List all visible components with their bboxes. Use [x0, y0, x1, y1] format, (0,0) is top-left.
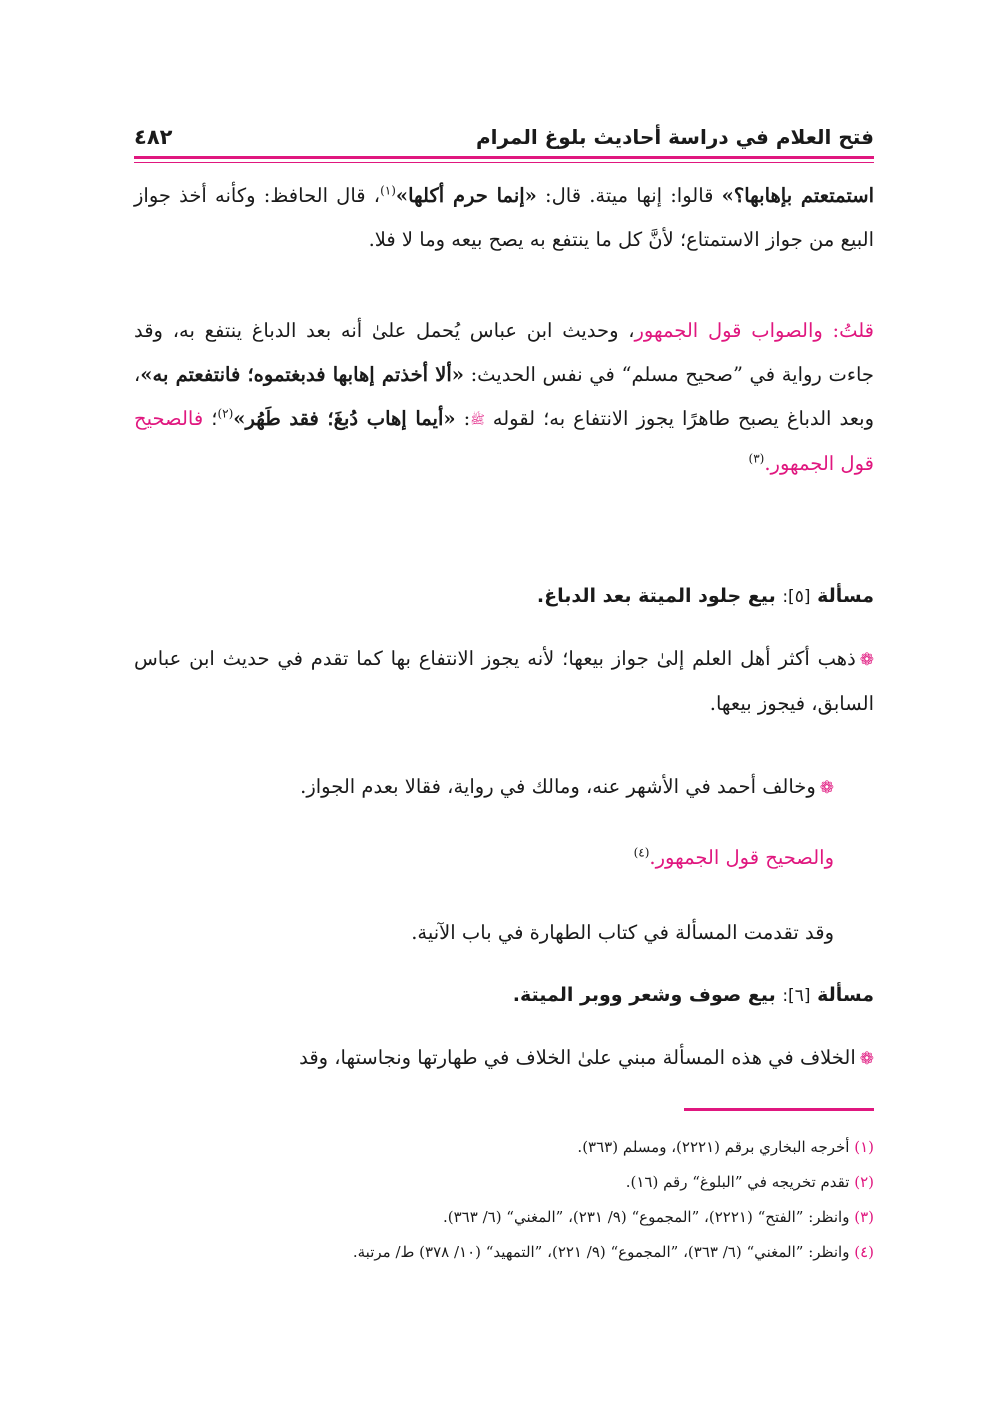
bullet-text: وخالف أحمد في الأشهر عنه، ومالك في رواية، فقالا بعدم الجواز.	[300, 775, 816, 798]
issue-6-heading	[134, 973, 874, 1018]
note-text: وقد تقدمت المسألة في كتاب الطهارة في باب الآنية.	[411, 921, 834, 944]
issue-title: بيع صوف وشعر ووبر الميتة.	[512, 984, 776, 1006]
author-opinion: قلتُ: والصواب قول الجمهور	[634, 319, 874, 342]
text-segment: ، وحديث ابن عباس يُحمل علىٰ أنه بعد الدباغ ينتفع به، وقد جاءت رواية في ”صحيح مسلم“ في نفس الحديث:	[134, 319, 874, 386]
footnote-number: (٣)	[854, 1208, 874, 1226]
page-header	[134, 118, 874, 156]
footnote-number: (١)	[854, 1138, 874, 1156]
author-conclusion: فالصحيح قول الجمهور.	[134, 407, 874, 475]
flower-bullet-icon: ❁	[819, 778, 834, 798]
footnote-ref-1[interactable]: (١)	[380, 183, 396, 198]
issue-label: مسألة	[817, 585, 874, 607]
footnote-text: تقدم تخريجه في ”البلوغ“ رقم (١٦).	[625, 1173, 855, 1191]
bullet-text: الخلاف في هذه المسألة مبني علىٰ الخلاف في طهارتها ونجاستها، وقد	[299, 1046, 856, 1069]
bullet-2	[134, 765, 874, 810]
footnote-2	[134, 1165, 874, 1200]
footnote-number: (٢)	[854, 1173, 874, 1191]
bullet-text: ذهب أكثر أهل العلم إلىٰ جواز بيعها؛ لأنه يجوز الانتفاع بها كما تقدم في حديث ابن عباس السابق، فيجوز بيعها.	[134, 647, 874, 715]
footnote-ref-3[interactable]: (٣)	[748, 451, 765, 465]
issue-number: [٦]:	[782, 986, 811, 1006]
header-rule-thin	[134, 162, 874, 163]
text-segment: قالوا: إنها ميتة. قال:	[536, 184, 722, 207]
conclusion	[134, 836, 874, 880]
bullet-1	[134, 637, 874, 726]
paragraph-2-text	[134, 309, 874, 486]
bullet-3	[134, 1036, 874, 1081]
footnote-4	[134, 1235, 874, 1270]
header-rule-thick	[134, 156, 874, 159]
issue-5-heading	[134, 574, 874, 619]
conclusion-text: والصحيح قول الجمهور.	[649, 846, 834, 869]
running-title: فتح العلام في دراسة أحاديث بلوغ المرام	[475, 125, 874, 149]
issue-label: مسألة	[817, 984, 874, 1006]
footnotes	[134, 1130, 874, 1270]
text-segment: :	[455, 407, 471, 430]
footnote-text: وانظر: ”المغني“ (٦/ ٣٦٣)، ”المجموع“ (٩/ ٢٢١)، ”التمهيد“ (١٠/ ٣٧٨) ط/ مرتبة.	[352, 1243, 855, 1261]
footnote-text: أخرجه البخاري برقم (٢٢٢١)، ومسلم (٣٦٣).	[577, 1138, 855, 1156]
footnote-1	[134, 1130, 874, 1165]
flower-bullet-icon: ❁	[859, 650, 874, 670]
footnote-number: (٤)	[854, 1243, 874, 1261]
text-segment: ، وبعد الدباغ يصبح طاهرًا يجوز الانتفاع به؛ لقوله	[134, 363, 874, 430]
note	[134, 911, 874, 955]
issue-number: [٥]:	[782, 587, 811, 607]
footnote-ref-4[interactable]: (٤)	[633, 845, 650, 860]
paragraph-1-text	[134, 174, 874, 262]
page-number: ٤٨٢	[134, 125, 173, 149]
hadith-quote: «ألا أخذتم إهابها فدبغتموه؛ فانتفعتم به»	[140, 363, 464, 386]
footnote-3	[134, 1200, 874, 1235]
footnote-text: وانظر: ”الفتح“ (٢٢٢١)، ”المجموع“ (٩/ ٢٣١)، ”المغني“ (٦/ ٣٦٣).	[443, 1208, 855, 1226]
issue-title: بيع جلود الميتة بعد الدباغ.	[536, 585, 776, 607]
footnote-ref-2[interactable]: (٢)	[217, 406, 234, 421]
salutation-glyph: ﷺ	[470, 412, 485, 427]
text-segment: ؛	[203, 407, 218, 430]
paragraph-2	[134, 309, 874, 486]
hadith-quote: «أيما إهاب دُبغَ؛ فقد طَهُر»	[233, 407, 456, 430]
hadith-fragment: استمتعتم بإهابها؟»	[721, 184, 874, 207]
footnote-separator	[684, 1108, 874, 1111]
hadith-quote: «إنما حرم أكلها»	[395, 184, 537, 207]
text-segment: ، قال الحافظ: وكأنه أخذ جواز البيع من جواز الاستمتاع؛ لأنَّ كل ما ينتفع به يصح بيعه وما لا فلا.	[134, 184, 874, 251]
paragraph-1	[134, 174, 874, 262]
flower-bullet-icon: ❁	[859, 1049, 874, 1069]
